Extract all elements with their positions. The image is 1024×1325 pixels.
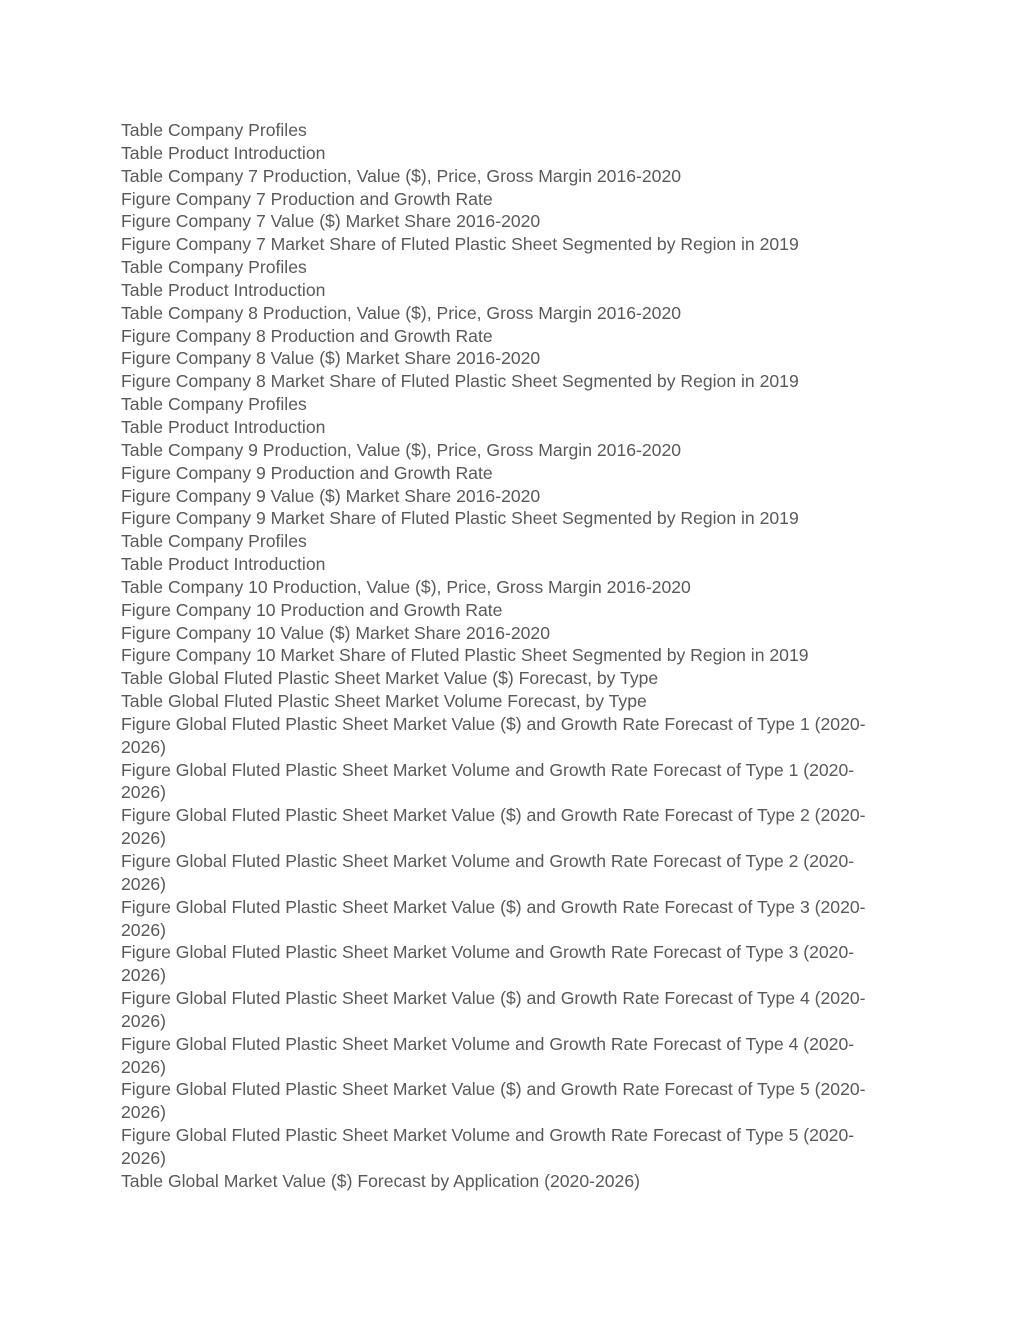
list-item: Figure Company 10 Production and Growth Rate — [121, 599, 503, 620]
list-item: Figure Company 7 Value ($) Market Share 2016-2020 — [121, 211, 541, 232]
list-item: Table Company 10 Production, Value ($), Price, Gross Margin 2016-2020 — [121, 576, 691, 597]
list-item: Table Company Profiles — [121, 531, 307, 552]
list-item-continuation: 2026) — [121, 919, 166, 940]
list-item: Figure Global Fluted Plastic Sheet Market Value ($) and Growth Rate Forecast of Type 1 (2020- — [121, 713, 866, 734]
list-item: Figure Company 9 Market Share of Fluted Plastic Sheet Segmented by Region in 2019 — [121, 508, 799, 529]
list-item: Table Company Profiles — [121, 120, 307, 140]
list-item: Figure Global Fluted Plastic Sheet Market Volume and Growth Rate Forecast of Type 2 (2020- — [121, 851, 855, 871]
list-item-continuation: 2026) — [121, 965, 166, 986]
list-item: Table Company 8 Production, Value ($), Price, Gross Margin 2016-2020 — [121, 302, 682, 323]
list-item: Figure Company 9 Production and Growth Rate — [121, 462, 493, 483]
list-item: Figure Global Fluted Plastic Sheet Market Volume and Growth Rate Forecast of Type 4 (2020- — [121, 1033, 855, 1054]
list-item-continuation: 2026) — [121, 873, 166, 894]
list-item: Figure Company 10 Value ($) Market Share 2016-2020 — [121, 622, 551, 643]
list-item: Figure Company 9 Value ($) Market Share 2016-2020 — [121, 485, 541, 506]
list-item: Figure Global Fluted Plastic Sheet Market Value ($) and Growth Rate Forecast of Type 3 (2020- — [121, 896, 866, 917]
list-item: Table Product Introduction — [121, 416, 326, 437]
list-item: Table Company 9 Production, Value ($), Price, Gross Margin 2016-2020 — [121, 439, 682, 460]
list-item-continuation: 2026) — [121, 1102, 166, 1123]
list-item: Figure Company 7 Production and Growth Rate — [121, 188, 493, 209]
list-item-continuation: 2026) — [121, 782, 166, 803]
list-item-continuation: 2026) — [121, 1056, 166, 1077]
list-item: Figure Company 8 Production and Growth Rate — [121, 325, 493, 346]
list-item: Figure Company 8 Market Share of Fluted Plastic Sheet Segmented by Region in 2019 — [121, 371, 799, 392]
list-item: Figure Global Fluted Plastic Sheet Market Volume and Growth Rate Forecast of Type 5 (2020- — [121, 1125, 855, 1146]
list-item: Table Global Fluted Plastic Sheet Market Volume Forecast, by Type — [121, 691, 647, 712]
list-item: Figure Global Fluted Plastic Sheet Market Value ($) and Growth Rate Forecast of Type 4 (2020- — [121, 988, 866, 1009]
list-of-tables-and-figures — [121, 119, 911, 1193]
list-item-continuation: 2026) — [121, 1010, 166, 1031]
list-item-continuation: 2026) — [121, 828, 166, 849]
list-item: Table Product Introduction — [121, 142, 326, 163]
list-item: Figure Global Fluted Plastic Sheet Market Volume and Growth Rate Forecast of Type 1 (2020- — [121, 759, 855, 780]
list-item: Figure Global Fluted Plastic Sheet Market Value ($) and Growth Rate Forecast of Type 5 (2020- — [121, 1079, 866, 1100]
list-item: Figure Company 10 Market Share of Fluted Plastic Sheet Segmented by Region in 2019 — [121, 645, 809, 666]
list-item: Figure Company 8 Value ($) Market Share 2016-2020 — [121, 348, 541, 369]
list-item: Table Company 7 Production, Value ($), Price, Gross Margin 2016-2020 — [121, 165, 682, 186]
list-item: Table Company Profiles — [121, 394, 307, 415]
list-item: Figure Global Fluted Plastic Sheet Market Value ($) and Growth Rate Forecast of Type 2 (2020- — [121, 805, 866, 826]
list-item-continuation: 2026) — [121, 1147, 166, 1168]
list-item-continuation: 2026) — [121, 736, 166, 757]
list-item: Figure Company 7 Market Share of Fluted Plastic Sheet Segmented by Region in 2019 — [121, 234, 799, 255]
list-item: Table Company Profiles — [121, 257, 307, 278]
list-item: Table Product Introduction — [121, 554, 326, 575]
list-item: Figure Global Fluted Plastic Sheet Market Volume and Growth Rate Forecast of Type 3 (2020- — [121, 942, 855, 963]
list-item: Table Global Fluted Plastic Sheet Market Value ($) Forecast, by Type — [121, 668, 659, 689]
list-item: Table Global Market Value ($) Forecast by Application (2020-2026) — [121, 1170, 640, 1191]
list-item: Table Product Introduction — [121, 279, 326, 300]
